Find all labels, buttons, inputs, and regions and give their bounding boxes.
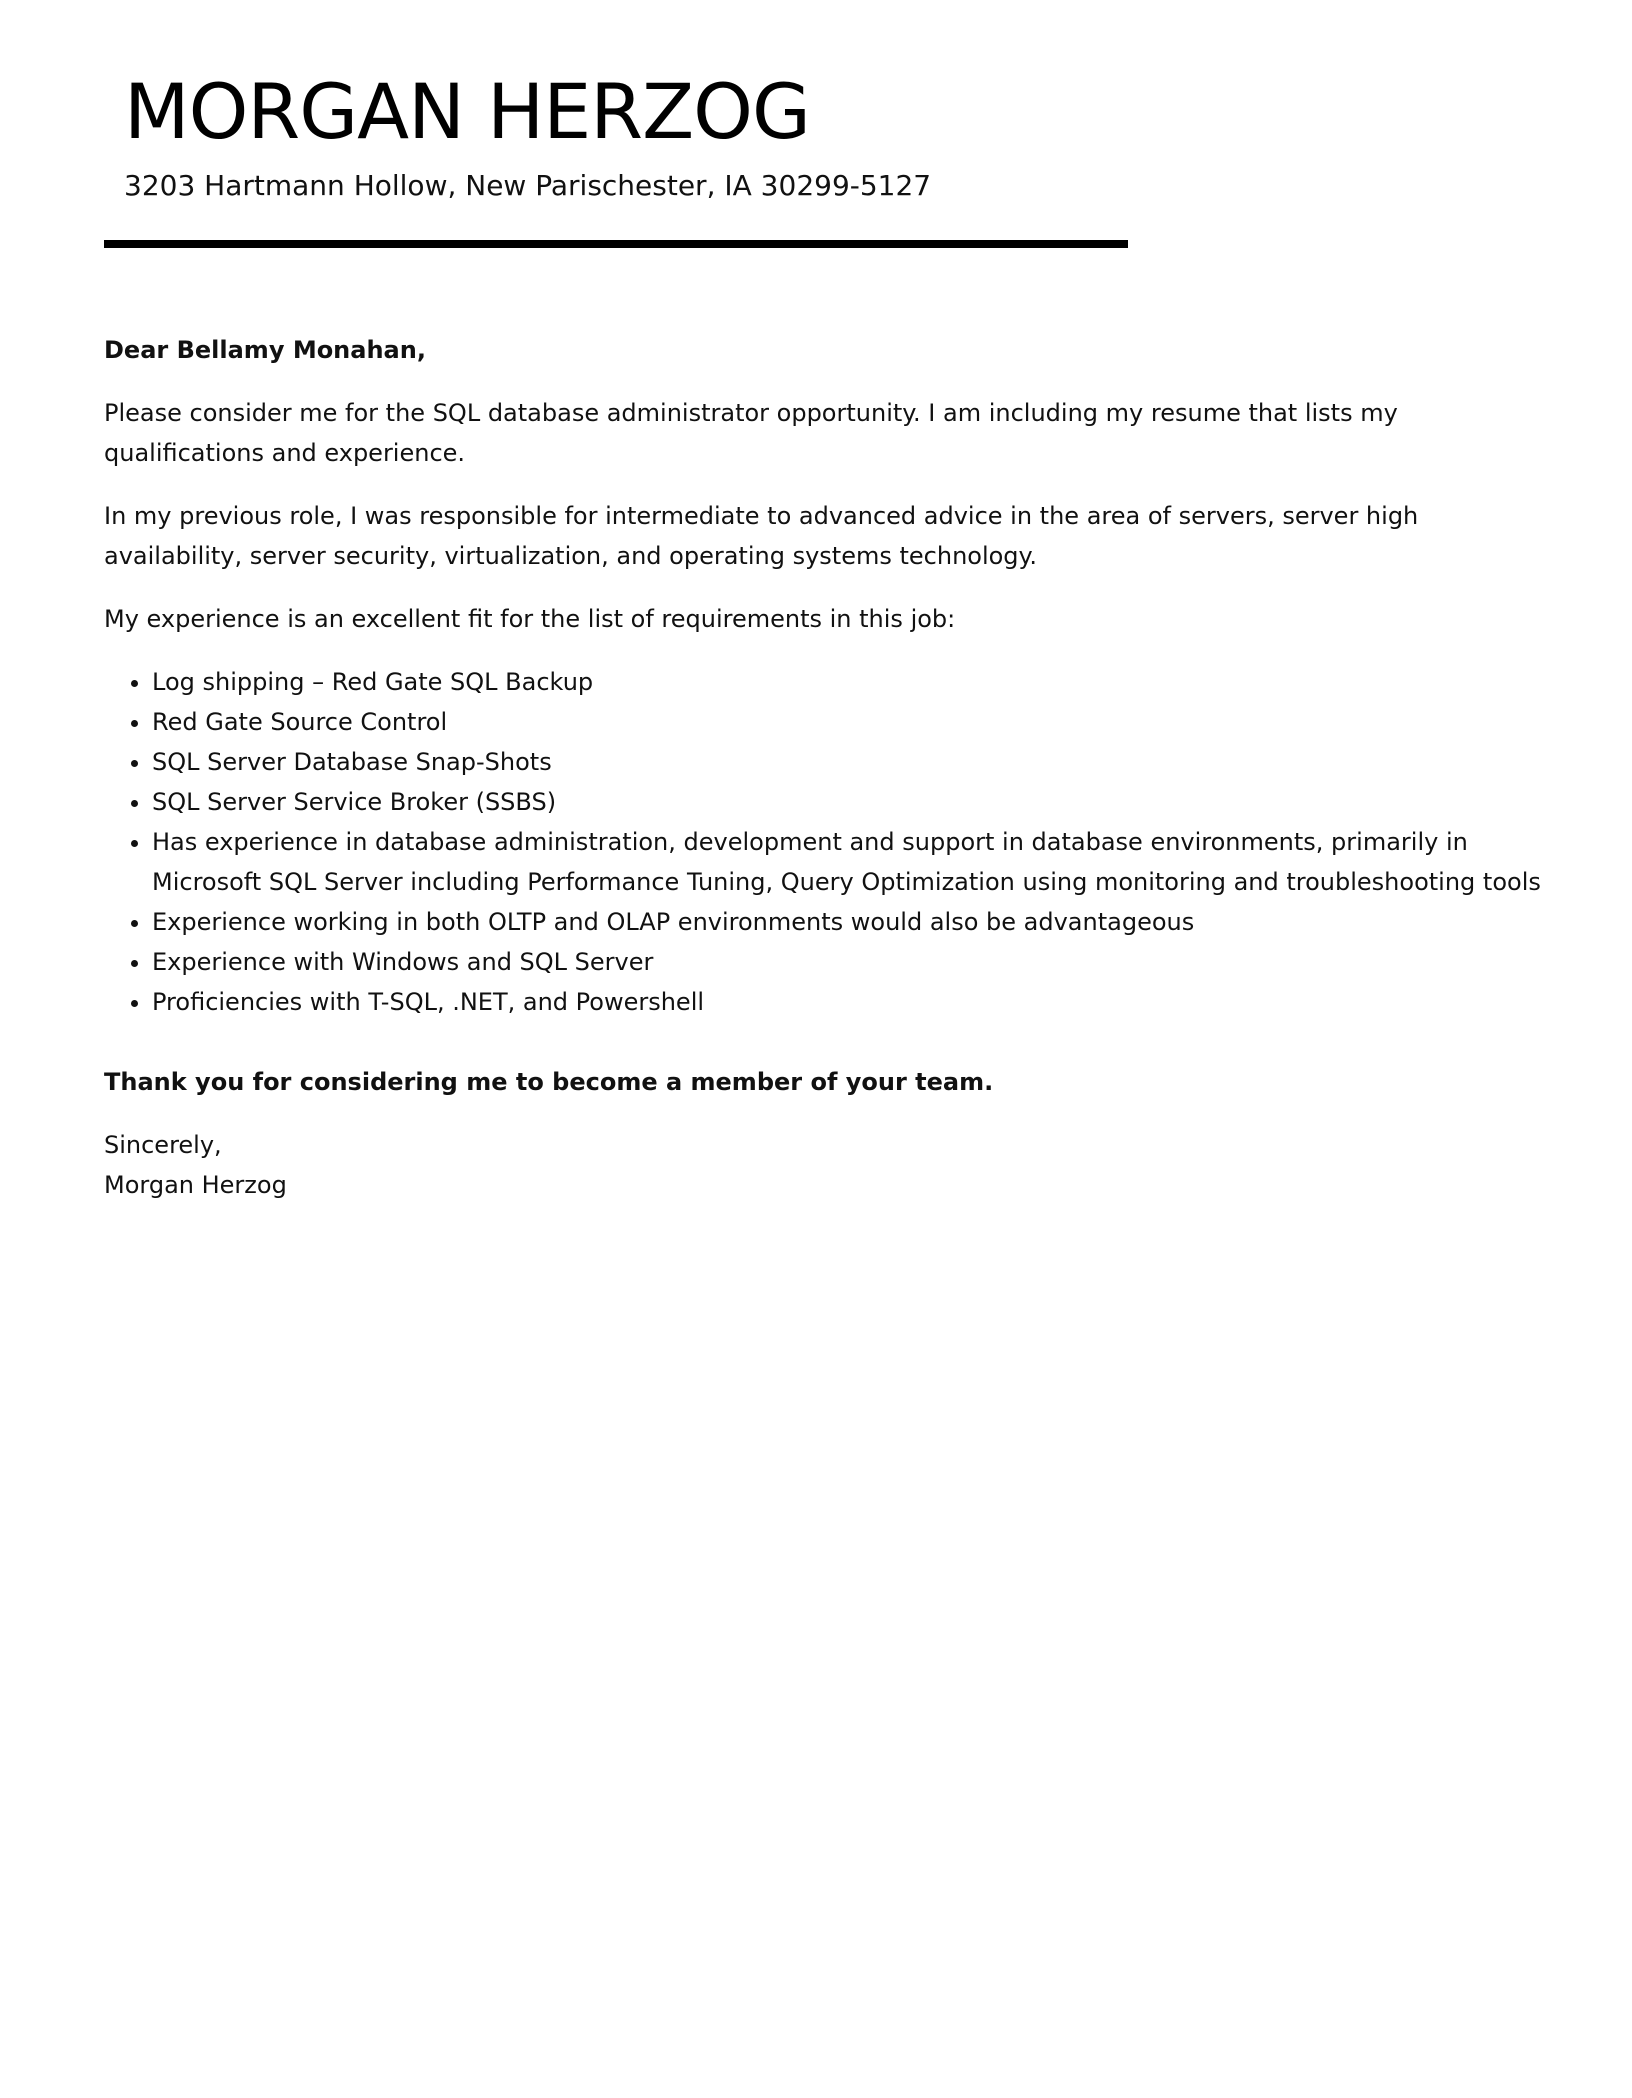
experience-paragraph: In my previous role, I was responsible for intermediate to advanced advice in the area of servers, server high availability, server security, virtualization, and operating systems technology. <box>104 502 1419 570</box>
list-item: • Log shipping – Red Gate SQL Backup <box>152 662 1544 702</box>
list-item: • Experience working in both OLTP and OLAP environments would also be advantageous <box>152 902 1544 942</box>
intro-paragraph: Please consider me for the SQL database administrator opportunity. I am including my resume that lists my qualifications and experience. <box>104 399 1398 467</box>
signature: Morgan Herzog <box>104 1171 287 1199</box>
signoff-block <box>104 1125 1544 1205</box>
signoff: Sincerely, <box>104 1131 222 1159</box>
list-item: • SQL Server Database Snap-Shots <box>152 742 1544 782</box>
requirements-list <box>104 662 1544 1022</box>
letter-body <box>104 330 1544 1228</box>
letter-header <box>104 60 1128 248</box>
salutation: Dear Bellamy Monahan, <box>104 336 426 364</box>
closing-line: Thank you for considering me to become a member of your team. <box>104 1068 994 1096</box>
requirements-intro: My experience is an excellent fit for the list of requirements in this job: <box>104 605 956 633</box>
list-item: • Experience with Windows and SQL Server <box>152 942 1544 982</box>
list-item: • Has experience in database administration, development and support in database environments, primarily in Microsoft SQL Server including Performance Tuning, Query Optimization using monitoring and troubleshooting tools <box>152 822 1544 902</box>
applicant-name: MORGAN HERZOG <box>124 67 810 156</box>
list-item: • Proficiencies with T-SQL, .NET, and Powershell <box>152 982 1544 1022</box>
list-item: • Red Gate Source Control <box>152 702 1544 742</box>
header-divider <box>104 240 1128 248</box>
applicant-address: 3203 Hartmann Hollow, New Parischester, IA 30299-5127 <box>124 169 932 202</box>
list-item: • SQL Server Service Broker (SSBS) <box>152 782 1544 822</box>
